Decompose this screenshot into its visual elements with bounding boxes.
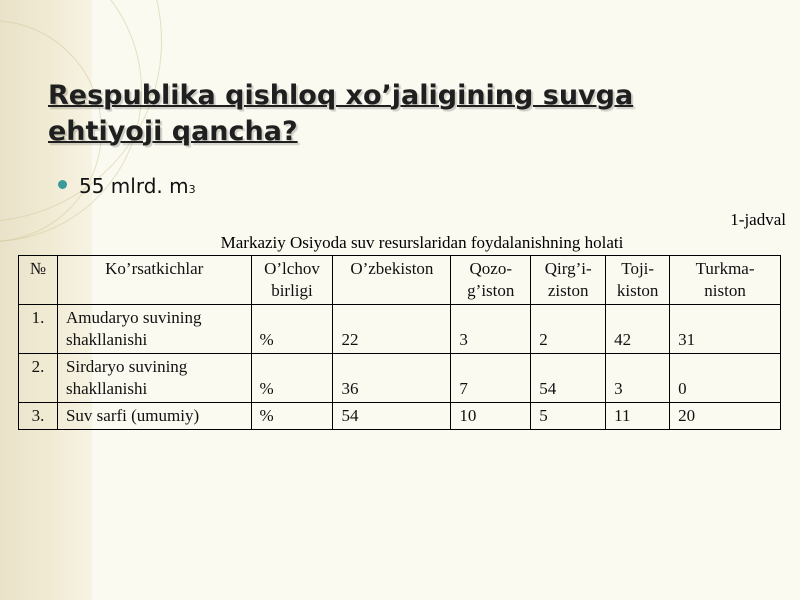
header-cell: O’zbekiston xyxy=(333,256,451,305)
table-caption: Markaziy Osiyoda suv resurslaridan foydalanishning holati xyxy=(220,233,624,252)
unit-cell: % xyxy=(251,354,333,403)
value-cell: 54 xyxy=(333,403,451,430)
header-cell: Qozo-g’iston xyxy=(451,256,531,305)
indicator-cell: Sirdaryo suvining shakllanishi xyxy=(57,354,251,403)
value-cell: 31 xyxy=(670,305,781,354)
value-cell: 5 xyxy=(531,403,606,430)
table-row xyxy=(19,305,781,354)
table-header-row xyxy=(19,256,781,305)
row-number-cell: 3. xyxy=(19,403,58,430)
header-cell: № xyxy=(19,256,58,305)
bullet-text: 55 mlrd. m xyxy=(79,174,189,198)
header-cell: Qirg’i-ziston xyxy=(531,256,606,305)
value-cell: 2 xyxy=(531,305,606,354)
unit-cell: % xyxy=(251,305,333,354)
header-cell: O’lchov birligi xyxy=(251,256,333,305)
value-cell: 42 xyxy=(606,305,670,354)
indicator-cell: Suv sarfi (umumiy) xyxy=(57,403,251,430)
value-cell: 54 xyxy=(531,354,606,403)
header-cell: Toji-kiston xyxy=(606,256,670,305)
header-cell: Ko’rsatkichlar xyxy=(57,256,251,305)
header-cell: Turkma-niston xyxy=(670,256,781,305)
table-row xyxy=(19,403,781,430)
value-cell: 7 xyxy=(451,354,531,403)
bullet-item xyxy=(58,174,196,198)
value-cell: 11 xyxy=(606,403,670,430)
table-row xyxy=(19,354,781,403)
bullet-superscript: 3 xyxy=(188,183,196,196)
data-table xyxy=(18,255,781,430)
value-cell: 3 xyxy=(451,305,531,354)
indicator-cell: Amudaryo suvining shakllanishi xyxy=(57,305,251,354)
value-cell: 36 xyxy=(333,354,451,403)
value-cell: 22 xyxy=(333,305,451,354)
slide-title: Respublika qishloq xo’jaligining suvga ehtiyoji qancha? xyxy=(48,80,634,147)
row-number-cell: 1. xyxy=(19,305,58,354)
row-number-cell: 2. xyxy=(19,354,58,403)
value-cell: 10 xyxy=(451,403,531,430)
value-cell: 20 xyxy=(670,403,781,430)
value-cell: 3 xyxy=(606,354,670,403)
value-cell: 0 xyxy=(670,354,781,403)
table-number: 1-jadval xyxy=(730,210,786,229)
bullet-dot-icon xyxy=(58,180,67,189)
unit-cell: % xyxy=(251,403,333,430)
